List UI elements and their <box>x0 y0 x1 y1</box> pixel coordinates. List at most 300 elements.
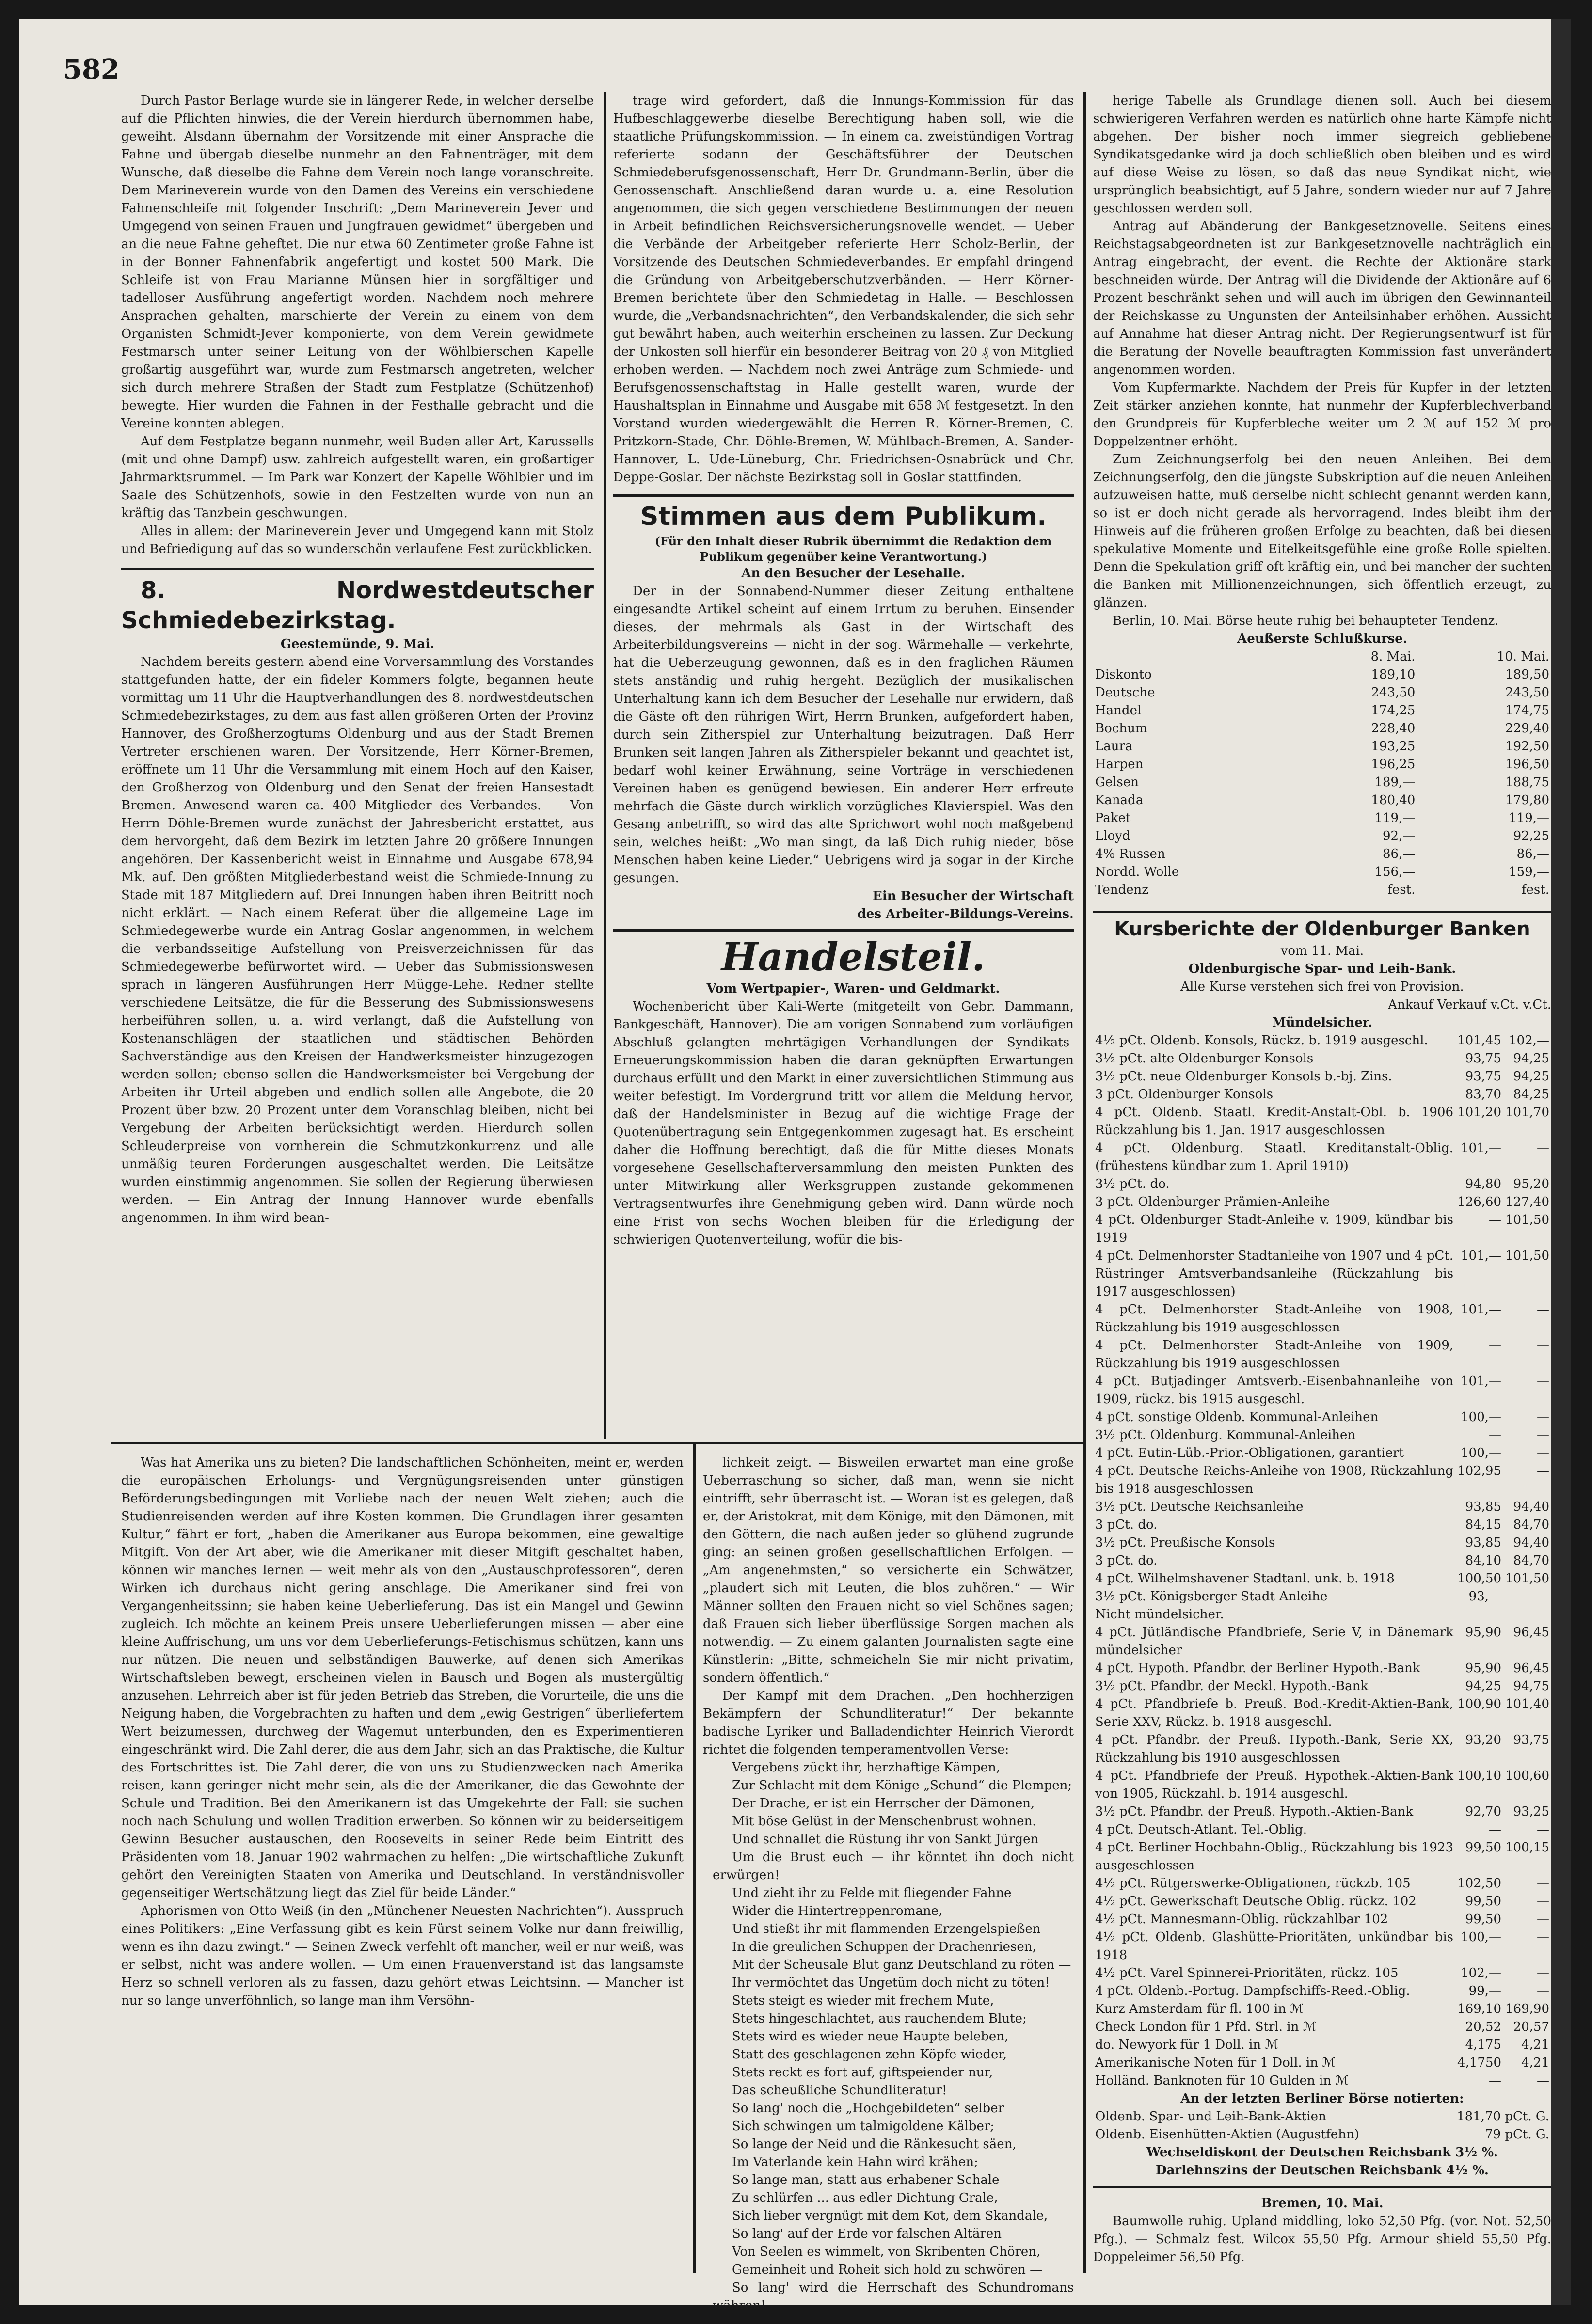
table-row <box>1093 2036 1551 2054</box>
article-paragraph: Berlin, 10. Mai. Börse heute ruhig bei behaupteter Tendenz. <box>1113 614 1499 628</box>
letter-title: An den Besucher der Lesehalle. <box>741 566 965 581</box>
scan-edge <box>1551 19 1571 2305</box>
table-cell: 101,— <box>1461 1302 1502 1317</box>
table-cell: 86,— <box>1516 847 1549 861</box>
table-cell: 229,40 <box>1505 721 1549 736</box>
table-cell: 4,1750 <box>1457 2055 1502 2070</box>
table-cell: 100,10 <box>1457 1769 1502 1783</box>
table-cell: 84,25 <box>1513 1087 1549 1102</box>
table-row <box>1093 827 1551 845</box>
table-cell: 95,20 <box>1513 1177 1549 1191</box>
table-cell: 93,85 <box>1465 1535 1502 1550</box>
table-cell: 92,— <box>1382 829 1416 843</box>
kursberichte-table <box>1093 1032 1551 2090</box>
table-cell: 95,90 <box>1465 1625 1502 1640</box>
table-cell: 94,40 <box>1513 1535 1549 1550</box>
table-cell: Paket <box>1095 811 1131 825</box>
table-row <box>1093 1104 1551 1139</box>
table-cell: 101,45 <box>1457 1033 1502 1048</box>
table-cell: 94,25 <box>1513 1069 1549 1084</box>
poem-line: Stets reckt es fort auf, giftspeiender nur, <box>732 2065 993 2080</box>
table-cell: 126,60 <box>1457 1195 1502 1209</box>
table-row <box>1093 881 1551 899</box>
table-cell: 3½ pCt. Pfandbr. der Preuß. Hypoth.-Aktien-Bank <box>1095 1804 1414 1819</box>
table-cell: 84,10 <box>1465 1553 1502 1568</box>
table-row <box>1093 774 1551 791</box>
table-cell: 180,40 <box>1371 793 1416 807</box>
page-number: 582 <box>63 53 120 85</box>
table-cell: 174,75 <box>1505 703 1549 718</box>
table-cell: 93,75 <box>1465 1069 1502 1084</box>
table-cell: 101,20 <box>1457 1105 1502 1120</box>
section-rule <box>111 1442 1083 1444</box>
editorial-note: (Für den Inhalt dieser Rubrik übernimmt die Redaktion dem Publikum gegenüber keine Verantwortung.) <box>654 534 1052 564</box>
table-cell: 93,75 <box>1465 1051 1502 1066</box>
table-cell: 4½ pCt. Varel Spinnerei-Prioritäten, rückz. 105 <box>1095 1966 1399 1980</box>
table-row <box>1093 2018 1551 2036</box>
table-row <box>1093 1731 1551 1767</box>
table-cell: Nicht mündelsicher. <box>1095 1607 1224 1622</box>
newspaper-page <box>19 19 1571 2313</box>
table-row <box>1093 666 1551 684</box>
table-cell: Check London für 1 Pfd. Strl. in ℳ <box>1095 2020 1317 2034</box>
poem-line: So lange man, statt aus erhabener Schale <box>732 2173 1000 2187</box>
section-heading-handel: Handelsteil. <box>721 934 986 980</box>
table-cell: 101,50 <box>1505 1213 1549 1227</box>
table-cell: 102,— <box>1461 1966 1502 1980</box>
table-cell: 94,25 <box>1465 1679 1502 1693</box>
column-1 <box>121 92 594 1437</box>
table-row <box>1093 1426 1551 1444</box>
column-2 <box>613 92 1074 1437</box>
darlehnszins: Darlehnszins der Deutschen Reichsbank 4½ %. <box>1156 2163 1489 2178</box>
table-cell: 94,75 <box>1513 1679 1549 1693</box>
poem <box>703 1759 1074 2315</box>
table-row <box>1093 1695 1551 1731</box>
table-row <box>1093 1373 1551 1408</box>
table-row <box>1093 1570 1551 1588</box>
table-cell: 4 pCt. Deutsche Reichs-Anleihe von 1908, Rückzahlung bis 1918 ausgeschlossen <box>1095 1464 1454 1496</box>
table-cell: 101,50 <box>1505 1249 1549 1263</box>
table-cell: — <box>1537 1338 1549 1353</box>
table-cell: 181,70 pCt. G. <box>1457 2109 1549 2124</box>
table-cell: Kurz Amsterdam für fl. 100 in ℳ <box>1095 2002 1304 2016</box>
table-row <box>1093 1139 1551 1175</box>
table-cell: 101,— <box>1461 1374 1502 1389</box>
table-header-cell <box>1093 648 1302 666</box>
table-cell: 92,70 <box>1465 1804 1502 1819</box>
poem-line: Wider die Hintertreppenromane, <box>732 1904 943 1918</box>
table-cell: Bochum <box>1095 721 1147 736</box>
table-cell: 156,— <box>1374 865 1416 879</box>
poem-line: Mit der Scheusale Blut ganz Deutschland zu röten — <box>732 1958 1071 1972</box>
article-paragraph: Auf dem Festplatze begann nunmehr, weil Buden aller Art, Karussells (mit und ohne Dampf) usw. zahlreich aufgestellt waren, ein großartiger Jahrmarktsrummel. — Im Park war Konzert der Kapelle Wöhlbier und im Saale des Schützenhofs, sowie in den Festzelten wurde von nun an kräftig das Tanzbein geschwungen. <box>121 434 594 521</box>
table-cell: Nordd. Wolle <box>1095 865 1179 879</box>
table-row <box>1093 809 1551 827</box>
table-cell: 96,45 <box>1513 1625 1549 1640</box>
poem-line: Der Drache, er ist ein Herrscher der Dämonen, <box>732 1796 1035 1811</box>
table-cell: — <box>1537 1446 1549 1460</box>
article-paragraph: Der Kampf mit dem Drachen. „Den hochherzigen Bekämpfern der Schundliteratur!“ Der bekannte badische Lyriker und Balladendichter Heinrich Vierordt richtet die folgenden temperamentvollen Verse: <box>703 1689 1074 1757</box>
table-cell: 192,50 <box>1505 739 1549 754</box>
table-cell: 83,70 <box>1465 1087 1502 1102</box>
table-cell: — <box>1537 2073 1549 2088</box>
table-cell: Tendenz <box>1095 883 1148 897</box>
table-cell: 100,50 <box>1457 1571 1502 1586</box>
table-row <box>1093 1839 1551 1875</box>
article-paragraph: lichkeit zeigt. — Bisweilen erwartet man eine große Ueberraschung so sicher, daß man, wenn sie nicht eintrifft, sehr überrascht ist. — Woran ist es gelegen, daß er, der Aristokrat, mit dem Könige, mit den Dämonen, mit den Göttern, die nach außen jeder so glühend zugrunde ging: an seinen großen gesellschaftlichen Erfolgen. — „Am angenehmsten,“ so versicherte ein Schwätzer, „plaudert sich mit Leuten, die blos zuhören.“ — Wir Männer sollten den Frauen nicht so viel Schönes sagen; daß Frauen sich lieber überflüssige Sorgen machen als notwendig. — Zu einem galanten Journalisten sagte eine Künstlerin: „Bitte, schmeicheln Sie mir nicht privatim, sondern öffentlich.“ <box>703 1455 1074 1685</box>
table-cell: 3 pCt. do. <box>1095 1518 1158 1532</box>
table-cell: do. Newyork für 1 Doll. in ℳ <box>1095 2038 1279 2052</box>
table-cell: — <box>1537 1589 1549 1604</box>
table-cell: fest. <box>1387 883 1416 897</box>
table-cell: Kanada <box>1095 793 1144 807</box>
table-cell: 4 pCt. Delmenhorster Stadt-Anleihe von 1908, Rückzahlung bis 1919 ausgeschlossen <box>1095 1302 1454 1335</box>
table-cell: 4 pCt. Berliner Hochbahn-Oblig., Rückzahlung bis 1923 ausgeschlossen <box>1095 1840 1454 1873</box>
table-cell <box>1455 1606 1503 1624</box>
table-row <box>1093 845 1551 863</box>
table-cell: 4 pCt. Pfandbr. der Preuß. Hypoth.-Bank, Serie XX, Rückzahlung bis 1910 ausgeschlossen <box>1095 1733 1454 1765</box>
table-cell: 100,— <box>1461 1930 1502 1945</box>
table-row <box>1093 1444 1551 1462</box>
table-cell: 4 pCt. Hypoth. Pfandbr. der Berliner Hypoth.-Bank <box>1095 1661 1420 1676</box>
table-cell: — <box>1537 1141 1549 1155</box>
bank-name: Oldenburgische Spar- und Leih-Bank. <box>1188 962 1456 976</box>
table-cell: — <box>1489 2073 1502 2088</box>
table-cell: 4 pCt. Butjadinger Amtsverb.-Eisenbahnanleihe von 1909, rückz. bis 1915 ausgeschl. <box>1095 1374 1454 1407</box>
table-cell: 228,40 <box>1371 721 1416 736</box>
article-paragraph: Was hat Amerika uns zu bieten? Die landschaftlichen Schönheiten, meint er, werden die europäischen Erholungs- und Vergnügungsreisenden unter günstigen Beförderungsbedingungen mit Vorliebe nach der neuen Welt ziehen; auch die Studienreisenden werden auf ihre Kosten kommen. Die Grundlagen ihrer gesamten Kultur,“ fährt er fort, „haben die Amerikaner aus Europa bekommen, eine gewaltige Mitgift. Von der Art aber, wie die Amerikaner mit dieser Mitgift geschaltet haben, können wir manches lernen — weit mehr als von den „Austauschprofessoren“, deren Wirken ich durchaus nicht gering anschlage. Die Amerikaner sind frei von Vergangenheitssinn; sie haben keine Ueberlieferung. Das ist ein Mangel und Gewinn zugleich. Ich möchte an keinem Preis unsere Ueberlieferungen missen — aber eine kleine Auffrischung, um uns vor dem Ueberlieferungs-Fetischismus schützen, kann uns nur nützen. Die neuen und selbständigen Bauwerke, auf denen sich Amerikas Wirtschaftsleben bewegt, erscheinen vielen in Bausch und Bogen als mustergültig anzusehen. Lehrreich aber ist für jeden Betrieb das Streben, die Vorurteile, die uns die Neigung haben, die Vorgebrachten zu haften und dem „ewig Gestrigen“ überliefertem Wert beizumessen, durchweg der Wagemut unterbunden, den es Experimentieren eingeschränkt wird. Die Zahl derer, die aus dem Jahr, sich an das Praktische, die Kultur des Fortschrittes ist. Die Zahl derer, die von uns zu Studienzwecken nach Amerika reisen, kann geringer nicht mehr sein, als die der Amerikaner, die das Gewohnte der Schule und Tradition. Bei den Amerikanern ist das Umgekehrte der Fall: sie suchen noch nach Schulung und wollen Tradition erwerben. So können wir zu beiderseitigem Gewinn Besucher austauschen, den Roosevelts in seiner Rede beim Eintritt des Präsidenten vom 18. Januar 1902 wahrmachen zu helfen: „Die wirtschaftliche Zukunft gehört den Vereinigten Staaten von Amerika und Deutschland. In verständnisvoller gegenseitiger Wertschätzung liegt das Ziel für beide Länder.“ <box>121 1455 684 1900</box>
table-cell: 4 pCt. sonstige Oldenb. Kommunal-Anleihen <box>1095 1410 1379 1424</box>
table-header-cell: 8. Mai. <box>1370 649 1416 664</box>
table-cell: 3 pCt. do. <box>1095 1553 1158 1568</box>
table-cell: 100,90 <box>1457 1697 1502 1711</box>
table-row <box>1093 1193 1551 1211</box>
table-cell: 101,— <box>1461 1141 1502 1155</box>
table-cell: 3½ pCt. Deutsche Reichsanleihe <box>1095 1500 1304 1514</box>
column-3 <box>1093 92 1551 2283</box>
table-cell: — <box>1537 1822 1549 1837</box>
schlusskurse-table <box>1093 648 1551 899</box>
divider <box>121 568 594 575</box>
table-cell: 189,— <box>1374 775 1416 790</box>
poem-line: Gemeinheit und Roheit sich hold zu schwören — <box>732 2262 1043 2277</box>
feuilleton-left <box>121 1454 684 2273</box>
table-cell: 101,— <box>1461 1249 1502 1263</box>
table-row <box>1093 1677 1551 1695</box>
table-cell: 4 pCt. Deutsch-Atlant. Tel.-Oblig. <box>1095 1822 1307 1837</box>
table-cell: 4 pCt. Pfandbriefe b. Preuß. Bod.-Kredit-Aktien-Bank, Serie XXV, Rückz. b. 1918 ausgeschl. <box>1095 1697 1454 1729</box>
table-row <box>1093 1337 1551 1373</box>
table-cell: 101,70 <box>1505 1105 1549 1120</box>
table-row <box>1093 1301 1551 1337</box>
table-cell: 102,50 <box>1457 1876 1502 1891</box>
table-cell: 4 pCt. Wilhelmshavener Stadtanl. unk. b. 1918 <box>1095 1571 1395 1586</box>
table-cell: — <box>1489 1338 1502 1353</box>
table-cell: 189,10 <box>1371 667 1416 682</box>
table-cell: — <box>1537 1912 1549 1927</box>
table-row <box>1093 863 1551 881</box>
table-cell: 189,50 <box>1505 667 1549 682</box>
table-row <box>1093 1964 1551 1982</box>
table-header-cell: 10. Mai. <box>1496 649 1549 664</box>
wechseldiskont: Wechseldiskont der Deutschen Reichsbank 3½ %. <box>1146 2145 1498 2160</box>
table-cell: Deutsche <box>1095 685 1155 700</box>
table-cell: 3½ pCt. alte Oldenburger Konsols <box>1095 1051 1314 1066</box>
table-cell: 84,70 <box>1513 1518 1549 1532</box>
table-row <box>1093 1624 1551 1660</box>
dateline: Geestemünde, 9. Mai. <box>280 637 435 651</box>
bremen-report: Baumwolle ruhig. Upland middling, loko 52,50 Pfg. (vor. Not. 52,50 Pfg.). — Schmalz fest. Wilcox 55,50 Pfg. Armour shield 55,50 Pfg. Doppeleimer 56,50 Pfg. <box>1093 2214 1551 2264</box>
article-paragraph: Vom Kupfermarkte. Nachdem der Preis für Kupfer in der letzten Zeit stärker anziehen konnte, hat nunmehr der Kupferblechverband den Grundpreis für Kupferbleche weiter um 2 ℳ auf 152 ℳ pro Doppelzentner erhöht. <box>1093 380 1551 449</box>
poem-line: Um die Brust euch — ihr könntet ihn doch nicht erwürgen! <box>713 1850 1074 1882</box>
poem-line: Stets hingeschlachtet, aus rauchendem Blute; <box>732 2011 1027 2026</box>
poem-line: Im Vaterlande kein Hahn wird krähen; <box>732 2155 978 2169</box>
table-cell: 100,— <box>1461 1446 1502 1460</box>
table-cell: — <box>1537 1428 1549 1442</box>
divider <box>613 494 1074 497</box>
table-cell: 174,25 <box>1371 703 1416 718</box>
table-cell: 84,70 <box>1513 1553 1549 1568</box>
table-row <box>1093 1516 1551 1534</box>
table-cell: 20,52 <box>1465 2020 1502 2034</box>
poem-line: Von Seelen es wimmelt, von Skribenten Chören, <box>732 2245 1041 2259</box>
table-title: Aeußerste Schlußkurse. <box>1237 632 1407 646</box>
table-cell: 3½ pCt. neue Oldenburger Konsols b.-bj. Zins. <box>1095 1069 1392 1084</box>
table-cell: 101,50 <box>1505 1571 1549 1586</box>
section-heading-stimmen: Stimmen aus dem Publikum. <box>640 502 1047 531</box>
table-cell: 20,57 <box>1513 2020 1549 2034</box>
table-cell: 92,25 <box>1513 829 1549 843</box>
table-cell: 4% Russen <box>1095 847 1165 861</box>
table-cell: 99,50 <box>1465 1840 1502 1855</box>
table-cell: — <box>1537 1374 1549 1389</box>
table-cell: 79 pCt. G. <box>1485 2127 1549 2142</box>
table-cell: Diskonto <box>1095 667 1152 682</box>
table-cell: 99,— <box>1468 1984 1502 1998</box>
column-rule-1 <box>604 92 606 1439</box>
table-cell: Harpen <box>1095 757 1144 772</box>
table-cell: Lloyd <box>1095 829 1130 843</box>
table-cell: 4 pCt. Oldenburg. Staatl. Kreditanstalt-Oblig. (frühestens kündbar zum 1. April 1910) <box>1095 1141 1454 1173</box>
table-row <box>1093 1175 1551 1193</box>
table-cell: Laura <box>1095 739 1133 754</box>
table-cell: 94,25 <box>1513 1051 1549 1066</box>
poem-line: Stets steigt es wieder mit frechem Mute, <box>732 1993 994 2008</box>
table-row <box>1093 2108 1551 2126</box>
table-row <box>1093 1498 1551 1516</box>
table-cell: 4 pCt. Jütländische Pfandbriefe, Serie V, in Dänemark mündelsicher <box>1095 1625 1454 1658</box>
table-row <box>1093 1068 1551 1086</box>
table-cell: 169,90 <box>1505 2002 1549 2016</box>
poem-line: Statt des geschlagenen zehn Köpfe wieder, <box>732 2047 1007 2062</box>
table-cell: 102,95 <box>1457 1464 1502 1478</box>
table-row <box>1093 1588 1551 1606</box>
table-cell: Oldenb. Eisenhütten-Aktien (Augustfehn) <box>1095 2127 1359 2142</box>
table-cell: — <box>1537 1930 1549 1945</box>
poem-line: So lang' noch die „Hochgebildeten“ selber <box>732 2101 1004 2116</box>
table-cell: 93,25 <box>1513 1804 1549 1819</box>
table-cell: 119,— <box>1509 811 1549 825</box>
kurs-date: vom 11. Mai. <box>1280 944 1364 958</box>
table-cell: 4 pCt. Oldenb.-Portug. Dampfschiffs-Reed.-Oblig. <box>1095 1984 1410 1998</box>
table-cell: — <box>1537 1984 1549 1998</box>
kursberichte-heading: Kursberichte der Oldenburger Banken <box>1114 918 1530 940</box>
table-row <box>1093 1982 1551 2000</box>
poem-line: So lange der Neid und die Ränkesucht säen, <box>732 2137 1017 2151</box>
table-cell: — <box>1537 1876 1549 1891</box>
table-cell: 102,— <box>1509 1033 1549 1048</box>
column-rule-3 <box>693 1444 696 2273</box>
article-paragraph: Durch Pastor Berlage wurde sie in längerer Rede, in welcher derselbe auf die Pflichten hinwies, die der Verein hierdurch übernommen habe, geweiht. Alsdann übernahm der Vorsitzende mit einer Ansprache die Fahne und übergab dieselbe nunmehr an den Fahnenträger, mit dem Wunsche, daß dieselbe die Fahne dem Verein noch lange voranschreite. Dem Marineverein wurde von den Damen des Vereins ein verschiedene Fahnenschleife mit folgender Inschrift: „Dem Marineverein Jever und Umgegend von seinen Frauen und Jungfrauen gewidmet“ übergeben und an die neue Fahne geheftet. Die nur etwa 60 Zentimeter große Fahne ist in der Bonner Fahnenfabrik angefertigt und kostet 500 Mark. Die Schleife ist von Frau Marianne Münsen hier in sorgfältiger und tadelloser Ausführung angefertigt worden. Nachdem noch mehrere Ansprachen gehalten, marschierte der Verein zu einem von dem Organisten Schmidt-Jever komponierte, von dem Verein gewidmete Festmarsch unter seiner Leitung von der Wöhlbierschen Kapelle großartig ausgeführt war, wurde zum Festmarsch angetreten, welcher sich durch mehrere Straßen der Stadt zum Festplatze (Schützenhof) bewegte. Hier wurden die Fahnen in der Festhalle gebracht und die Vereine konnten ablegen. <box>121 94 594 431</box>
table-cell: Holländ. Banknoten für 10 Gulden in ℳ <box>1095 2073 1349 2088</box>
table-cell: 100,60 <box>1505 1769 1549 1783</box>
poem-line: Mit böse Gelüst in der Menschenbrust wohnen. <box>732 1814 1036 1829</box>
divider <box>1093 2186 1551 2188</box>
table-cell: 95,90 <box>1465 1661 1502 1676</box>
table-row <box>1093 720 1551 738</box>
table-cell: 93,85 <box>1465 1500 1502 1514</box>
poem-line: So lang' wird die Herrschaft des Schundromans währen! <box>713 2280 1074 2313</box>
table-cell: — <box>1537 1464 1549 1478</box>
table-cell: 196,25 <box>1371 757 1416 772</box>
letter-signature: des Arbeiter-Bildungs-Vereins. <box>857 907 1074 921</box>
table-cell: 4 pCt. Pfandbriefe der Preuß. Hypothek.-Aktien-Bank von 1905, Rückzahl. b. 1914 ausgeschl. <box>1095 1769 1454 1801</box>
poem-line: Das scheußliche Schundliteratur! <box>732 2083 947 2098</box>
table-cell: 188,75 <box>1505 775 1549 790</box>
table-cell: 4½ pCt. Rütgerswerke-Obligationen, rückzb. 105 <box>1095 1876 1411 1891</box>
table-cell: 4 pCt. Eutin-Lüb.-Prior.-Obligationen, garantiert <box>1095 1446 1404 1460</box>
table-cell: 4½ pCt. Oldenb. Glashütte-Prioritäten, unkündbar bis 1918 <box>1095 1930 1454 1962</box>
feuilleton-right <box>703 1454 1074 2313</box>
poem-line: Zu schlürfen ... aus edler Dichtung Grale, <box>732 2191 998 2205</box>
article-paragraph: trage wird gefordert, daß die Innungs-Kommission für das Hufbeschlaggewerbe dieselbe Berechtigung haben soll, wie die staatliche Prüfungskommission. — In einem ca. zweistündigen Vortrag referierte sodann der Geschäftsführer der Deutschen Schmiedeberufsgenossenschaft, Herr Dr. Grundmann-Berlin, über die Genossenschaft. Anschließend daran wurde u. a. eine Resolution angenommen, die sich gegen verschiedene Bestimmungen der neuen in Arbeit befindlichen Reichsversicherungsnovelle wendet. — Ueber die Verbände der Arbeitgeber referierte Herr Scholz-Berlin, der Vorsitzende des Deutschen Schmiedeverbandes. Er empfahl dringend die Gründung von Arbeitgeberschutzverbänden. — Herr Körner-Bremen berichtete über den Schmiedetag in Halle. — Beschlossen wurde, die „Verbandsnachrichten“, den Verbandskalender, die sich sehr gut bewährt haben, auch weiterhin erscheinen zu lassen. Zur Deckung der Unkosten soll hierfür ein besonderer Beitrag von 20 ₰ von Mitglied erhoben werden. — Nachdem noch zwei Anträge zum Schmiede- und Berufsgenossenschaftstag in Halle gestellt waren, wurde der Haushaltsplan in Einnahme und Ausgabe mit 658 ℳ festgesetzt. In den Vorstand wurden wiedergewählt die Herren R. Körner-Bremen, C. Pritzkorn-Stade, Chr. Döhle-Bremen, W. Mühlbach-Bremen, A. Sander-Hannover, L. Ude-Lüneburg, Chr. Friedrichsen-Osnabrück und Chr. Deppe-Goslar. Der nächste Bezirkstag soll in Goslar stattfinden. <box>613 94 1074 485</box>
table-cell: 84,15 <box>1465 1518 1502 1532</box>
table-cell: — <box>1537 1410 1549 1424</box>
table-cell <box>1503 1606 1551 1624</box>
table-row <box>1093 1247 1551 1301</box>
table-cell: 93,75 <box>1513 1733 1549 1747</box>
article-paragraph: Aphorismen von Otto Weiß (in den „Münchener Neuesten Nachrichten“). Ausspruch eines Politikers: „Eine Verfassung gibt es kein Fürst seinem Volke nur dann freiwillig, wenn es ihn dazu zwingt.“ — Seinen Zweck verfehlt oft mancher, weil er nur weiß, was er selbst, nicht was andere wollen. — Um einen Frauenverstand ist das langsamste Herz so schnell verloren als zu fassen, dazu gehört etwas Leichtsinn. — Mancher ist nur so lange unverföhnlich, so lange man ihm Versöhn- <box>121 1904 684 2008</box>
table-cell: 3½ pCt. do. <box>1095 1177 1170 1191</box>
table-cell: 193,25 <box>1371 739 1416 754</box>
poem-line: Ihr vermöchtet das Ungetüm doch nicht zu töten! <box>732 1976 1050 1990</box>
table-cell: Amerikanische Noten für 1 Doll. in ℳ <box>1095 2055 1336 2070</box>
table-row <box>1093 1606 1551 1624</box>
table-row <box>1093 1660 1551 1677</box>
table-row <box>1093 2072 1551 2090</box>
poem-line: Zur Schlacht mit dem Könige „Schund“ die Plempen; <box>732 1778 1072 1793</box>
table-cell: 100,15 <box>1505 1840 1549 1855</box>
article-paragraph: Wochenbericht über Kali-Werte (mitgeteilt von Gebr. Dammann, Bankgeschäft, Hannover). Die am vorigen Sonnabend zum vorläufigen Abschluß gelangten mehrtägigen Verhandlungen der Syndikats-Erneuerungskommission haben die daran geknüpften Erwartungen durchaus erfüllt und den Markt in einer zuversichtlichen Stimmung aus weiter befestigt. Im Vordergrund tritt vor allem die Meldung hervor, daß der Handelsminister in Bezug auf die wichtige Frage der Quotenübertragung sein Entgegenkommen zugesagt hat. Es erscheint daher die Hoffnung berechtigt, daß die für Mitte dieses Monats vorgesehene Gesellschafterversammlung den meisten Punkten des unter Mitwirkung aller Werksgruppen zustande gekommenen Vertragsentwurfes ihre Genehmigung geben wird. Dann würde noch eine Frist von sechs Wochen bleiben für die Erledigung der schwierigen Quotenverteilung, wofür die bis- <box>613 999 1074 1247</box>
table-cell: 3½ pCt. Königsberger Stadt-Anleihe <box>1095 1589 1328 1604</box>
poem-line: Sich schwingen um talmigoldene Kälber; <box>732 2119 995 2134</box>
table-cell: — <box>1537 1302 1549 1317</box>
table-cell: 4 pCt. Oldenburger Stadt-Anleihe v. 1909, kündbar bis 1919 <box>1095 1213 1454 1245</box>
table-cell: 99,50 <box>1465 1894 1502 1909</box>
table-cell: 169,10 <box>1457 2002 1502 2016</box>
table-cell: Gelsen <box>1095 775 1139 790</box>
table-cell: 86,— <box>1382 847 1416 861</box>
divider <box>613 929 1074 932</box>
table-cell: 94,40 <box>1513 1500 1549 1514</box>
table-cell: — <box>1489 1428 1502 1442</box>
table-cell: 3 pCt. Oldenburger Prämien-Anleihe <box>1095 1195 1330 1209</box>
table-cell: 179,80 <box>1505 793 1549 807</box>
table-cell: 4 pCt. Oldenb. Staatl. Kredit-Anstalt-Obl. b. 1906 Rückzahlung bis 1. Jan. 1917 ausgeschlossen <box>1095 1105 1454 1138</box>
letter-body: Der in der Sonnabend-Nummer dieser Zeitung enthaltene eingesandte Artikel scheint auf einem Irrtum zu beruhen. Einsender dieses, der mehrmals als Gast in der Wirtschaft des Arbeiterbildungsvereins — nicht in der sog. Wärmehalle — verkehrte, hat die Ueberzeugung gewonnen, daß es in den fraglichen Räumen stets anständig und ruhig hergeht. Bezüglich der musikalischen Unterhaltung kann ich dem Besucher der Lesehalle nur erwidern, daß die Gäste oft den rührigen Wirt, Herrn Brunken, aufgefordert haben, durch sein Zitherspiel zur Unterhaltung beizutragen. Daß Herr Brunken seit langen Jahren als Zitherspieler bekannt und geachtet ist, bedarf wohl keiner Erwähnung, seine Vorträge in verschiedenen Vereinen haben es genügend bewiesen. Ein anderer Herr erfreute mehrfach die Gäste durch wirklich vorzügliches Klavierspiel. Was den Gesang anbetrifft, so wird das alte Sprichwort wohl noch maßgebend sein, welches heißt: „Wo man singt, da laß Dich ruhig nieder, böse Menschen haben keine Lieder.“ Uebrigens wird ja sogar in der Kirche gesungen. <box>613 584 1074 885</box>
table-cell: 96,45 <box>1513 1661 1549 1676</box>
table-row <box>1093 1929 1551 1964</box>
letter-signature: Ein Besucher der Wirtschaft <box>873 889 1074 903</box>
table-row <box>1093 1875 1551 1893</box>
table-cell: Handel <box>1095 703 1142 718</box>
table-cell: 4,175 <box>1465 2038 1502 2052</box>
table-cell: 159,— <box>1509 865 1549 879</box>
table-cell: 119,— <box>1374 811 1416 825</box>
table-cell: 4,21 <box>1521 2038 1549 2052</box>
kurs-section: Mündelsicher. <box>1272 1015 1373 1030</box>
poem-line: Sich lieber vergnügt mit dem Kot, dem Skandale, <box>732 2209 1048 2223</box>
berlin-table <box>1093 2108 1551 2144</box>
table-cell: Oldenb. Spar- und Leih-Bank-Aktien <box>1095 2109 1326 2124</box>
table-cell: 3½ pCt. Preußische Konsols <box>1095 1535 1275 1550</box>
table-row <box>1093 791 1551 809</box>
table-row <box>1093 1462 1551 1498</box>
kurs-note: Alle Kurse verstehen sich frei von Provision. <box>1180 980 1464 994</box>
table-row <box>1093 1893 1551 1911</box>
table-row <box>1093 1408 1551 1426</box>
table-cell: 3½ pCt. Oldenburg. Kommunal-Anleihen <box>1095 1428 1356 1442</box>
table-cell: 196,50 <box>1505 757 1549 772</box>
table-row <box>1093 2054 1551 2072</box>
article-paragraph: Zum Zeichnungserfolg bei den neuen Anleihen. Bei dem Zeichnungserfolg, den die jüngste Subskription auf die neuen Anleihen aufzuweisen hatte, muß derselbe nicht schlecht genannt werden kann, so ist er doch nicht gerade als hervorragend. Indes bleibt ihm der Hinweis auf die früheren großen Erfolge zu beachten, daß bei diesen spekulative Momente und Eitelkeitsgefühle eine große Rolle spielten. Denn die Spekulation griff oft kräftig ein, und bei mancher der suchten die Banken mit Millionenzeichnungen, sich öffentlich erzeugt, zu glänzen. <box>1093 452 1551 610</box>
table-cell: 94,80 <box>1465 1177 1502 1191</box>
article-paragraph: herige Tabelle als Grundlage dienen soll. Auch bei diesem schwierigeren Verfahren werden es natürlich ohne harte Kämpfe nicht abgehen. Der bisher noch immer siegreich gebliebene Syndikatsgedanke wird ja doch schließlich oben bleiben und es wird auf diese Weise zu lösen, so daß das neue Syndikat nicht, wie ursprünglich beabsichtigt, auf 5 Jahre, sondern wieder nur auf 7 Jahre geschlossen werden soll. <box>1093 94 1551 216</box>
poem-line: Und stießt ihr mit flammenden Erzengelspießen <box>732 1922 1041 1936</box>
table-cell: fest. <box>1521 883 1549 897</box>
table-cell: 93,— <box>1468 1589 1502 1604</box>
article-heading: 8. Nordwestdeutscher Schmiedebezirkstag. <box>121 577 594 634</box>
table-row <box>1093 1767 1551 1803</box>
table-cell: 4,21 <box>1521 2055 1549 2070</box>
table-cell: 4 pCt. Delmenhorster Stadtanleihe von 1907 und 4 pCt. Rüstringer Amtsverbandsanleihe (Rückzahlung bis 1917 ausgeschlossen) <box>1095 1249 1454 1299</box>
table-cell: 243,50 <box>1371 685 1416 700</box>
table-cell: 4½ pCt. Oldenb. Konsols, Rückz. b. 1919 ausgeschl. <box>1095 1033 1428 1048</box>
table-row <box>1093 684 1551 702</box>
article-paragraph: Nachdem bereits gestern abend eine Vorversammlung des Vorstandes stattgefunden hatte, der ein fideler Kommers folgte, begannen heute vormittag um 11 Uhr die Hauptverhandlungen des 8. nordwestdeutschen Schmiedebezirkstages, zu dem aus fast allen größeren Orten der Provinz Hannover, des Großherzogtums Oldenburg und aus der Stadt Bremen Vertreter erschienen waren. Der Vorsitzende, Herr Körner-Bremen, eröffnete um 11 Uhr die Versammlung mit einem Hoch auf den Kaiser, den Großherzog von Oldenburg und den Senat der freien Hansestadt Bremen. Anwesend waren ca. 400 Mitglieder des Verbandes. — Von Herrn Döhle-Bremen wurde zunächst der Jahresbericht erstattet, aus dem hervorgeht, daß dem Bezirk im letzten Jahre 20 größere Innungen angehören. Der Kassenbericht weist in Einnahme und Ausgabe 678,94 Mk. auf. Den größten Mitgliederbestand weist die Schmiede-Innung zu Stade mit 187 Mitgliedern auf. Drei Innungen haben ihren Beitritt noch nicht erklärt. — Nach einem Referat über die allgemeine Lage im Schmiedegewerbe wurde ein Antrag Goslar angenommen, in welchem die verbandsseitige Aufstellung von Preisverzeichnissen für das Schmiedegewerbe befürwortet wird. — Ueber das Submissionswesen sprach in längeren Ausführungen Herr Mügge-Lehe. Redner stellte verschiedene Leitsätze, die für die Besserung des Submissionswesens herbeiführen sollen, u. a. wird verlangt, daß die Aufstellung von Kostenanschlägen der staatlichen und städtischen Behörden Sachverständige aus den Kreisen der Handwerksmeister hinzugezogen werden sollen; ebenso sollen die Handwerksmeister bei Vergebung der Arbeiten ihr Urteil abgeben und endlich sollen alle Angebote, die 20 Prozent über bzw. 20 Prozent unter dem Voranschlag bleiben, nicht bei Vergebung der Arbeiten berücksichtigt werden. Hierdurch sollen Schleuderpreise von vornherein die Schmutzkonkurrenz und alle unmäßig teuren Forderungen ausgeschaltet werden. Die Leitsätze wurden einstimmig angenommen. Sie sollen der Regierung überwiesen werden. — Ein Antrag der Innung Hannover wurde ebenfalls angenommen. In ihm wird bean- <box>121 655 594 1225</box>
table-row <box>1093 2126 1551 2144</box>
table-cell: 4½ pCt. Mannesmann-Oblig. rückzahlbar 102 <box>1095 1912 1388 1927</box>
table-cell: — <box>1489 1822 1502 1837</box>
poem-line: Stets wird es wieder neue Haupte beleben, <box>732 2029 1009 2044</box>
table-row <box>1093 1911 1551 1929</box>
table-row <box>1093 1821 1551 1839</box>
table-row <box>1093 1086 1551 1104</box>
table-row <box>1093 1032 1551 1050</box>
table-row <box>1093 1534 1551 1552</box>
table-cell: 3 pCt. Oldenburger Konsols <box>1095 1087 1274 1102</box>
poem-line: Und zieht ihr zu Felde mit fliegender Fahne <box>732 1886 1012 1900</box>
table-row <box>1093 1803 1551 1821</box>
kurs-columns: Ankauf Verkauf v.Ct. v.Ct. <box>1388 997 1551 1012</box>
poem-line: So lang' auf der Erde vor falschen Altären <box>732 2227 1002 2241</box>
poem-line: In die greulichen Schuppen der Drachenriesen, <box>732 1940 1036 1954</box>
table-cell: — <box>1537 1966 1549 1980</box>
bremen-dateline: Bremen, 10. Mai. <box>1261 2196 1384 2211</box>
article-paragraph: Alles in allem: der Marineverein Jever und Umgegend kann mit Stolz und Befriedigung auf das so wunderschön verlaufene Fest zurückblicken. <box>121 524 594 556</box>
table-cell: 243,50 <box>1505 685 1549 700</box>
